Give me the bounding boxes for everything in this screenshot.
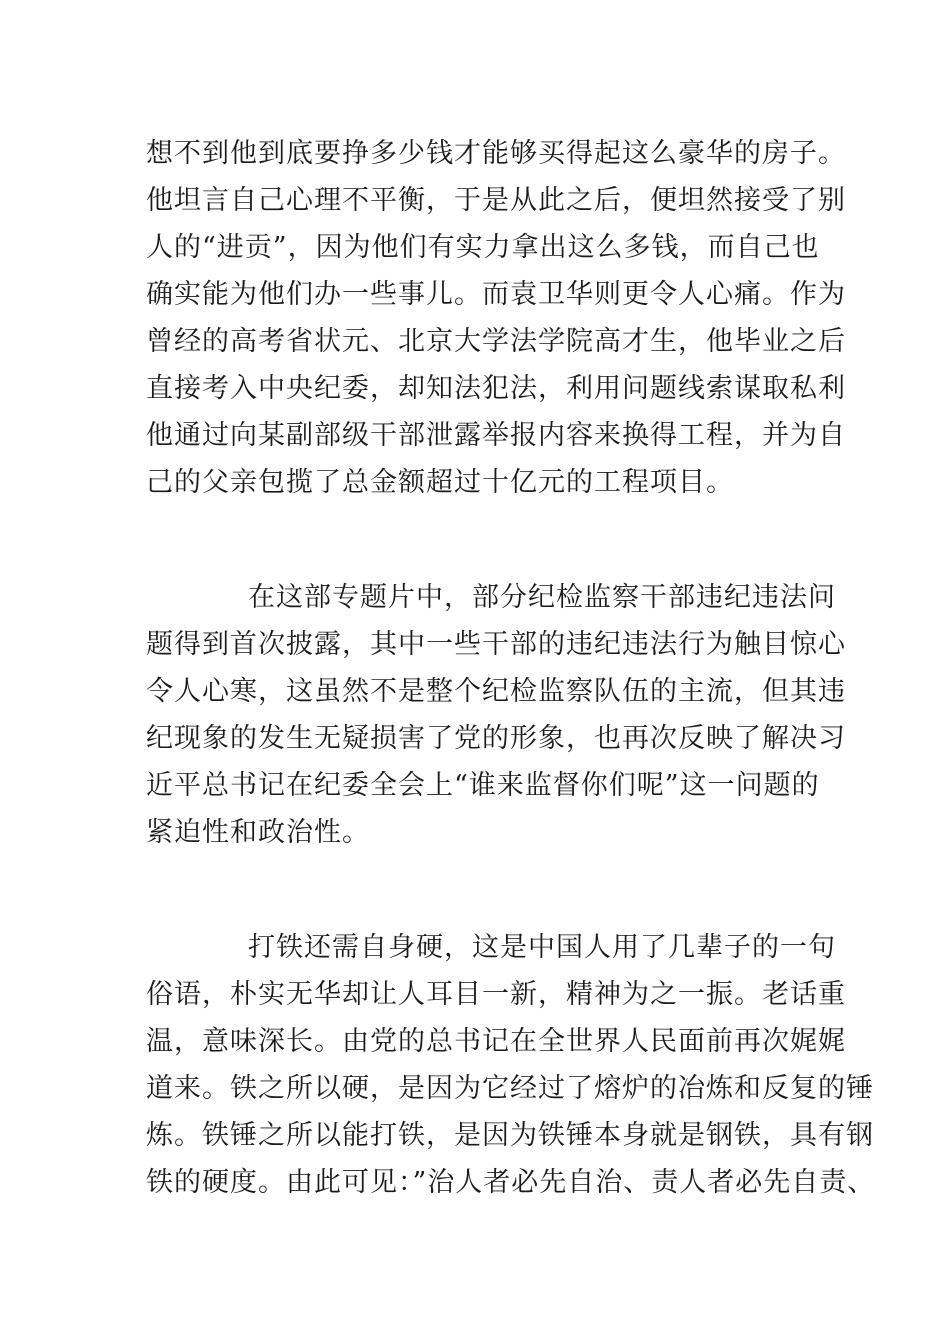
text-line: 想不到他到底要挣多少钱才能够买得起这么豪华的房子。 bbox=[146, 138, 846, 169]
text-line: 纪现象的发生无疑损害了党的形象，也再次反映了解决习 bbox=[146, 723, 846, 754]
text-line: 己的父亲包揽了总金额超过十亿元的工程项目。 bbox=[146, 467, 734, 498]
text-line: 紧迫性和政治性。 bbox=[146, 817, 370, 848]
text-line: 他通过向某副部级干部泄露举报内容来换得工程，并为自 bbox=[146, 420, 846, 451]
text-line: 人的“进贡”，因为他们有实力拿出这么多钱，而自己也 bbox=[146, 232, 820, 263]
text-line: 俗语，朴实无华却让人耳目一新，精神为之一振。老话重 bbox=[146, 979, 846, 1010]
text-line: 在这部专题片中，部分纪检监察干部违纪违法问 bbox=[248, 582, 836, 613]
text-line: 令人心寒，这虽然不是整个纪检监察队伍的主流，但其违 bbox=[146, 676, 846, 707]
text-line: 铁的硬度。由此可见：”治人者必先自治、责人者必先自责、 bbox=[146, 1167, 876, 1198]
text-line: 直接考入中央纪委，却知法犯法，利用问题线索谋取私利 bbox=[146, 373, 846, 404]
text-line: 温，意味深长。由党的总书记在全世界人民面前再次娓娓 bbox=[146, 1026, 846, 1057]
text-line: 曾经的高考省状元、北京大学法学院高才生，他毕业之后 bbox=[146, 326, 846, 357]
text-line: 近平总书记在纪委全会上“谁来监督你们呢”这一问题的 bbox=[146, 770, 820, 801]
text-line: 炼。铁锤之所以能打铁，是因为铁锤本身就是钢铁，具有钢 bbox=[146, 1120, 874, 1151]
text-line: 他坦言自己心理不平衡，于是从此之后，便坦然接受了别 bbox=[146, 185, 846, 216]
text-line: 道来。铁之所以硬，是因为它经过了熔炉的冶炼和反复的锤 bbox=[146, 1073, 874, 1104]
text-line: 打铁还需自身硬，这是中国人用了几辈子的一句 bbox=[248, 932, 836, 963]
text-line: 题得到首次披露，其中一些干部的违纪违法行为触目惊心 bbox=[146, 629, 846, 660]
text-line: 确实能为他们办一些事儿。而袁卫华则更令人心痛。作为 bbox=[146, 279, 846, 310]
